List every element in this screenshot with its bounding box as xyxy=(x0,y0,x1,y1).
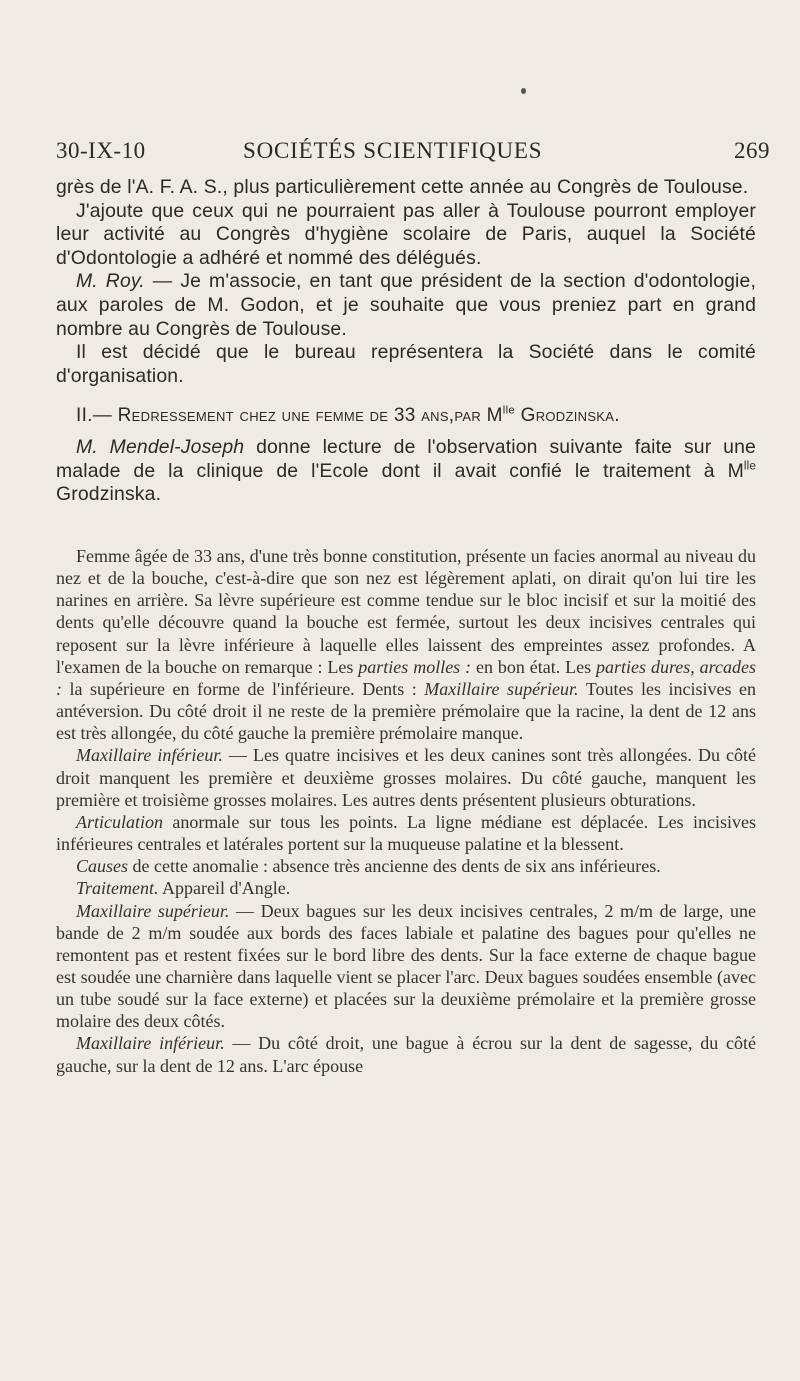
meeting-text xyxy=(56,176,756,507)
obs-text: en bon état. Les xyxy=(471,656,597,677)
speaker-mendel: M. Mendel-Joseph xyxy=(76,435,245,458)
obs-paragraph-7 xyxy=(56,1032,756,1076)
intro-tail: Grodzinska. xyxy=(56,483,162,506)
obs-text: Femme âgée de 33 ans, d'une très bonne constitution, présente un facies anormal au niveau du nez et de la bouche, c'est-à-dire que son nez est légèrement aplati, on dirait qu'on lui tire les narines en arrière. Sa lèvre supérieure est comme tendue sur le bloc incisif et sur la moitié des dents qu'elle découvre quand la bouche est fermée, surtout les deux incisives centrales qui reposent sur la lèvre inférieure à laquelle elles laissent des empreintes assez profondes. A l'examen de la bouche on remarque : Les xyxy=(56,546,756,677)
paragraph-roy xyxy=(56,270,756,341)
obs-text: — Du côté droit, une bague à écrou sur la dent de sagesse, du côté gauche, sur la dent de 12 ans. L'arc épouse xyxy=(56,1033,757,1076)
obs-text: la supérieure en forme de l'inférieure. Dents : xyxy=(62,678,425,699)
intro-text: donne lecture de l'observation suivante faite sur une malade de la clinique de l'Ecole dont il avait confié le traitement à M xyxy=(56,435,756,482)
observation-text xyxy=(56,545,756,1077)
obs-text: — Deux bagues sur les deux incisives centrales, 2 m/m de large, une bande de 2 m/m soudée aux bords des faces labiale et palatine des bagues pour qu'elles ne remontent pas et restent fixées sur le bord libre des dents. Sur la face externe de chaque bague est soudée une charnière dans laquelle vient se placer l'arc. Deux bagues soudées ensemble (avec un tube soudé sur la face externe) et placées sur la deuxième prémolaire et la première grosse molaire des deux côtés. xyxy=(56,900,756,1032)
obs-paragraph-6 xyxy=(56,900,756,1033)
paragraph-continuation: grès de l'A. F. A. S., plus particulièrement cette année au Congrès de Toulouse. xyxy=(56,176,749,198)
roy-text: — Je m'associe, en tant que président de la section d'odontologie, aux paroles de M. Godon, et je souhaite que vous preniez part en grand nombre au Congrès de Toulouse. xyxy=(56,270,756,340)
obs-italic: Causes xyxy=(76,856,129,877)
page-number: 269 xyxy=(734,138,770,163)
obs-italic: Maxillaire supérieur. xyxy=(76,900,230,921)
section-name: Grodzinska. xyxy=(515,405,620,427)
intro-superscript: lle xyxy=(743,458,756,472)
obs-italic: parties molles : xyxy=(358,656,472,677)
ink-speck xyxy=(521,88,526,94)
paragraph-decision: Il est décidé que le bureau représentera la Société dans le comité d'organisation. xyxy=(56,341,756,387)
obs-text: de cette anomalie : absence très ancienne des dents de six ans inférieures. xyxy=(128,856,661,877)
section-numeral: II. xyxy=(76,405,93,427)
obs-italic: Maxillaire supérieur. xyxy=(424,678,579,699)
section-dash: — xyxy=(92,405,118,427)
obs-italic: parties dures, arcades : xyxy=(56,656,756,699)
obs-italic: Maxillaire inférieur. xyxy=(76,1033,225,1054)
section-heading xyxy=(56,404,756,428)
obs-paragraph-4 xyxy=(56,855,756,877)
obs-italic: Maxillaire inférieur. xyxy=(76,745,223,766)
obs-text: Toutes les incisives en antéversion. Du côté droit il ne reste de la première prémolaire que la racine, la dent de 12 ans est très allongée, du côté gauche la première prémolaire manque. xyxy=(56,678,756,744)
obs-paragraph-3 xyxy=(56,811,756,855)
obs-text: Appareil d'Angle. xyxy=(158,878,291,899)
obs-text: — Les quatre incisives et les deux canines sont très allongées. Du côté droit manquent les première et deuxième grosses molaires. Du côté gauche, manquent les première et troisième grosses molaires. Les autres dents présentent plusieurs obturations. xyxy=(56,745,756,810)
obs-italic: Traitement. xyxy=(76,878,159,899)
header-title: SOCIÉTÉS SCIENTIFIQUES xyxy=(243,138,543,163)
section-superscript: lle xyxy=(502,404,516,417)
running-header xyxy=(56,138,770,170)
obs-paragraph-1 xyxy=(56,545,756,744)
header-date: 30-IX-10 xyxy=(56,138,146,163)
paragraph-congres: J'ajoute que ceux qui ne pourraient pas aller à Toulouse pourront employer leur activité au Congrès d'hygiène scolaire de Paris, auquel la Société d'Odontologie a adhéré et nommé des délégués. xyxy=(56,199,756,269)
paragraph-intro xyxy=(56,436,756,507)
obs-paragraph-2 xyxy=(56,744,756,810)
obs-text: anormale sur tous les points. La ligne médiane est déplacée. Les incisives inférieures centrales et latérales portent sur la muqueuse palatine et la blessent. xyxy=(56,811,756,855)
section-title: Redressement chez une femme de 33 ans,par M xyxy=(117,405,503,427)
obs-italic: Articulation xyxy=(76,811,163,832)
obs-paragraph-5 xyxy=(56,877,756,899)
speaker-roy: M. Roy. xyxy=(76,270,145,293)
